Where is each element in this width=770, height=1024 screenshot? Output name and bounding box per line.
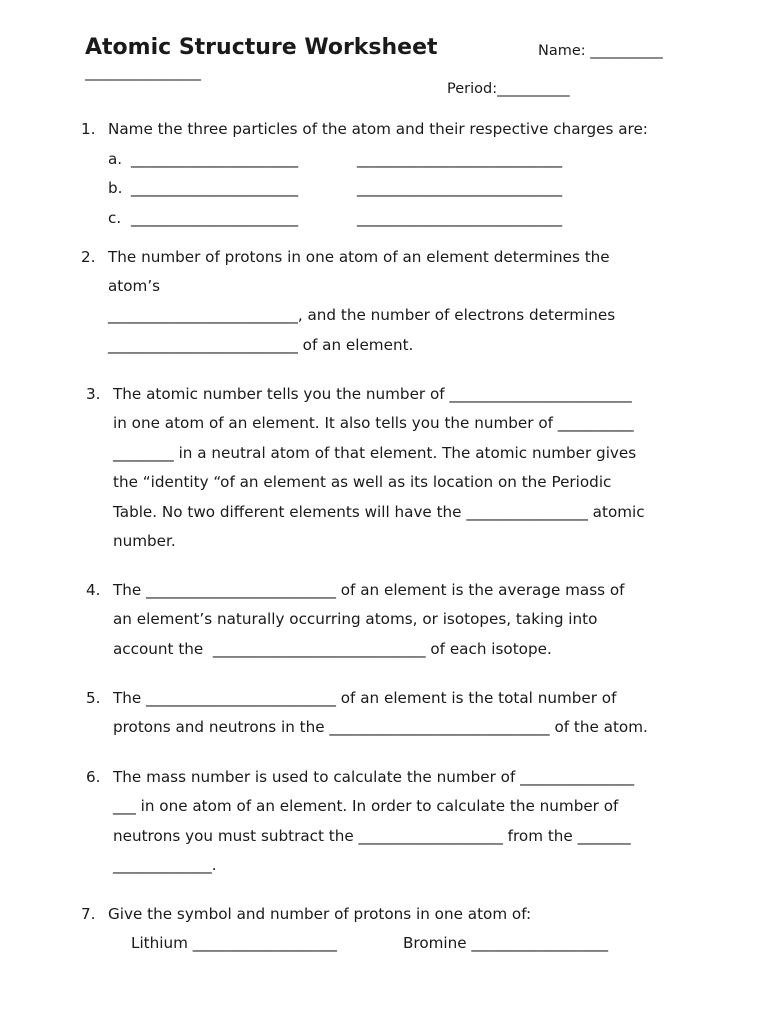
q3-line: the “identity “of an element as well as its location on the Periodic <box>113 473 612 491</box>
q6-line: The mass number is used to calculate the number of _______________ <box>113 768 635 786</box>
q7-text: Give the symbol and number of protons in one atom of: <box>108 905 532 923</box>
name-field-continuation: ________________ <box>85 65 201 81</box>
q1-row-b-particle-blank: ______________________ <box>131 179 299 197</box>
q3-line: The atomic number tells you the number of ________________________ <box>113 385 632 403</box>
q1-text: Name the three particles of the atom and their respective charges are: <box>108 120 648 138</box>
q2-line: The number of protons in one atom of an element determines the <box>108 248 610 266</box>
q2-line: _________________________, and the number of electrons determines <box>108 306 616 324</box>
q6-line: ___ in one atom of an element. In order to calculate the number of <box>113 797 619 815</box>
q5-number: 5. <box>86 689 101 707</box>
q2-line: atom’s <box>108 277 161 295</box>
q6-line: neutrons you must subtract the ___________________ from the _______ <box>113 827 631 845</box>
q3-number: 3. <box>86 385 101 403</box>
q1-number: 1. <box>81 120 96 138</box>
q5-line: protons and neutrons in the _____________________________ of the atom. <box>113 718 648 736</box>
q1-row-b-letter: b. <box>108 179 123 197</box>
q1-row-c-letter: c. <box>108 209 122 227</box>
q1-row-a-particle-blank: ______________________ <box>131 150 299 168</box>
q7-bromine-item: Bromine __________________ <box>403 934 609 952</box>
q3-line: number. <box>113 532 176 550</box>
q1-row-a-letter: a. <box>108 150 123 168</box>
q3-line: Table. No two different elements will have the ________________ atomic <box>113 503 645 521</box>
q2-number: 2. <box>81 248 96 266</box>
q6-line: _____________. <box>113 856 217 874</box>
q2-line: _________________________ of an element. <box>108 336 414 354</box>
q1-row-c-particle-blank: ______________________ <box>131 209 299 227</box>
q4-line: an element’s naturally occurring atoms, or isotopes, taking into <box>113 610 598 628</box>
q1-row-c-charge-blank: ___________________________ <box>357 209 563 227</box>
q4-number: 4. <box>86 581 101 599</box>
q4-line: account the ____________________________ of each isotope. <box>113 640 552 658</box>
q7-lithium-item: Lithium ___________________ <box>131 934 338 952</box>
q4-line: The _________________________ of an element is the average mass of <box>113 581 625 599</box>
q5-line: The _________________________ of an element is the total number of <box>113 689 617 707</box>
q1-row-b-charge-blank: ___________________________ <box>357 179 563 197</box>
q6-number: 6. <box>86 768 101 786</box>
q3-line: in one atom of an element. It also tells you the number of __________ <box>113 414 634 432</box>
q3-line: ________ in a neutral atom of that element. The atomic number gives <box>113 444 637 462</box>
q7-number: 7. <box>81 905 96 923</box>
worksheet-title: Atomic Structure Worksheet <box>85 35 438 60</box>
q1-row-a-charge-blank: ___________________________ <box>357 150 563 168</box>
period-field-label: Period:__________ <box>447 81 570 97</box>
name-field-label: Name: __________ <box>538 43 663 59</box>
